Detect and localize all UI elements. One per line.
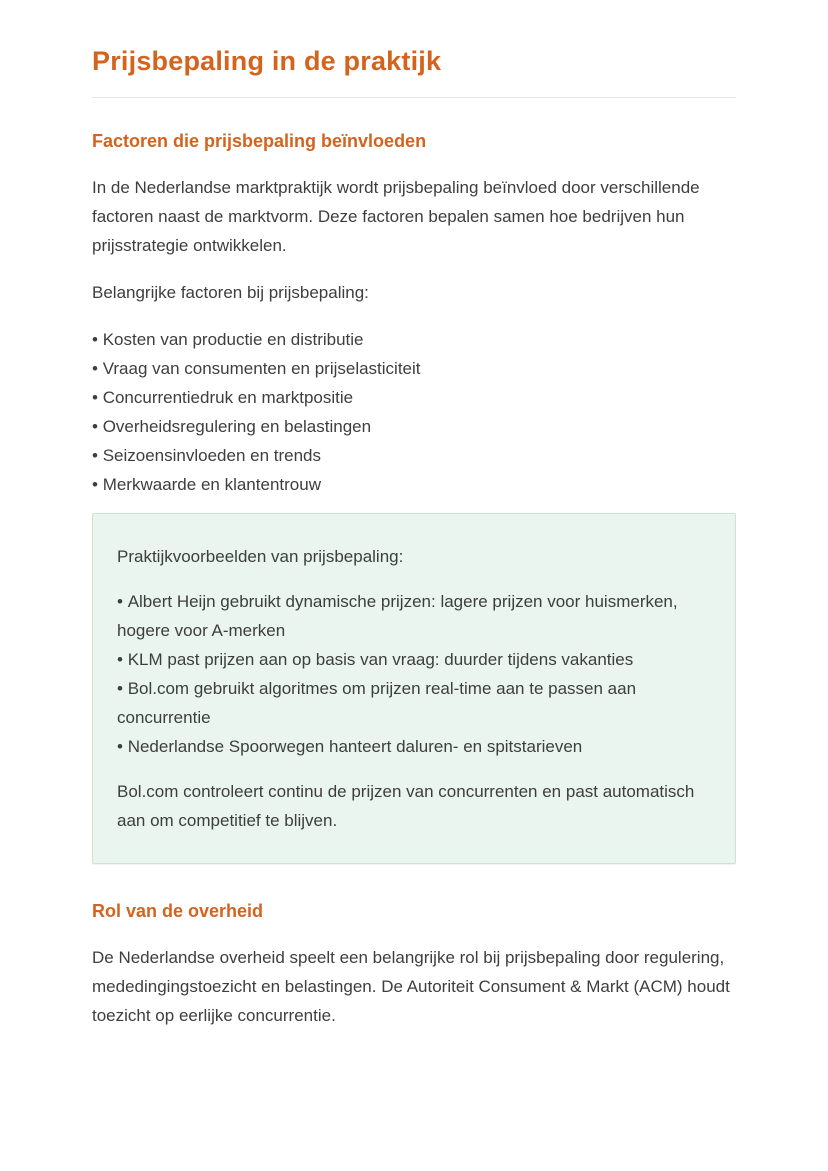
list-item: • Vraag van consumenten en prijselasticiteit: [92, 354, 736, 383]
list-item: • Overheidsregulering en belastingen: [92, 412, 736, 441]
list-item: • Concurrentiedruk en marktpositie: [92, 383, 736, 412]
section-heading-factors: Factoren die prijsbepaling beïnvloeden: [92, 131, 427, 151]
factors-list-intro: Belangrijke factoren bij prijsbepaling:: [92, 283, 369, 302]
title-divider: [92, 97, 736, 98]
examples-callout-box: [92, 513, 736, 864]
section-heading-government: Rol van de overheid: [92, 901, 264, 921]
page-title: Prijsbepaling in de praktijk: [92, 46, 442, 76]
factors-intro-paragraph: In de Nederlandse marktpraktijk wordt prijsbepaling beïnvloed door verschillende factoren naast de marktvorm. Deze factoren bepalen samen hoe bedrijven hun prijsstrategie ontwikkelen.: [92, 178, 700, 255]
list-item: • Kosten van productie en distributie: [92, 325, 736, 354]
factors-list: [92, 325, 736, 499]
list-item: • Bol.com gebruikt algoritmes om prijzen real-time aan te passen aan concurrentie: [117, 674, 711, 732]
examples-list: [117, 587, 711, 761]
list-item: • KLM past prijzen aan op basis van vraag: duurder tijdens vakanties: [117, 645, 711, 674]
list-item: • Seizoensinvloeden en trends: [92, 441, 736, 470]
list-item: • Albert Heijn gebruikt dynamische prijzen: lagere prijzen voor huismerken, hogere voor A-merken: [117, 587, 711, 645]
list-item: • Merkwaarde en klantentrouw: [92, 470, 736, 499]
government-paragraph: De Nederlandse overheid speelt een belangrijke rol bij prijsbepaling door regulering, mededingingstoezicht en belastingen. De Autoriteit Consument & Markt (ACM) houdt toezicht op eerlijke concurrentie.: [92, 948, 730, 1025]
examples-box-intro: Praktijkvoorbeelden van prijsbepaling:: [117, 547, 404, 566]
list-item: • Nederlandse Spoorwegen hanteert daluren- en spitstarieven: [117, 732, 711, 761]
examples-box-note: Bol.com controleert continu de prijzen van concurrenten en past automatisch aan om competitief te blijven.: [117, 782, 695, 830]
